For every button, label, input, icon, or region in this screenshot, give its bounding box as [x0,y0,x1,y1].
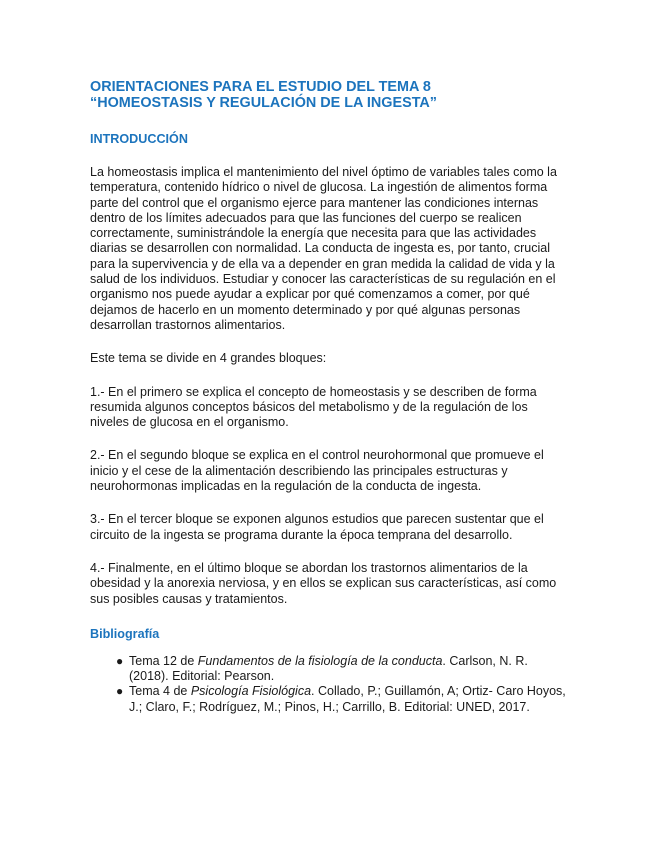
bibliography-heading: Bibliografía [90,626,160,641]
block-2-paragraph: 2.- En el segundo bloque se explica en el control neurohormonal que promueve el inicio y el cese de la alimentación describiendo las principales estructuras y neurohormonas implicadas en la regulación de la conducta de ingesta. [90,448,544,494]
document-page [90,79,568,715]
blocks-intro-paragraph: Este tema se divide en 4 grandes bloques: [90,351,327,366]
bibliography-list [90,654,568,715]
block-1-paragraph: 1.- En el primero se explica el concepto de homeostasis y se describen de forma resumida algunos conceptos básicos del metabolismo y de la regulación de los niveles de glucosa en el organismo. [90,384,537,430]
bibliography-work-title: Fundamentos de la fisiología de la conducta [197,653,443,668]
bibliography-suffix: . Collado, P.; Guillamón, A; Ortiz- Caro Hoyos, J.; Claro, F.; Rodríguez, M.; Pinos, H.; Carrillo, B. Editorial: UNED, 2017. [129,684,566,714]
block-3-paragraph: 3.- En el tercer bloque se exponen algunos estudios que parecen sustentar que el circuito de la ingesta se programa durante la época temprana del desarrollo. [90,512,544,542]
bibliography-item [90,654,568,685]
bullet-icon: ● [116,684,124,699]
document-title-line-2: “HOMEOSTASIS Y REGULACIÓN DE LA INGESTA” [90,95,438,111]
intro-heading: INTRODUCCIÓN [90,132,188,146]
bibliography-suffix: . Carlson, N. R. (2018). Editorial: Pearson. [129,653,528,684]
bibliography-work-title: Psicología Fisiológica [190,684,312,699]
bibliography-prefix: Tema 4 de [129,684,191,699]
block-4-paragraph: 4.- Finalmente, en el último bloque se abordan los trastornos alimentarios de la obesidad y la anorexia nerviosa, y en ellos se explican sus características, así como sus posibles causas y tratamientos. [90,560,557,606]
bullet-icon: ● [116,653,124,668]
document-title-line-1: ORIENTACIONES PARA EL ESTUDIO DEL TEMA 8 [90,79,431,95]
intro-paragraph: La homeostasis implica el mantenimiento del nivel óptimo de variables tales como la temperatura, contenido hídrico o nivel de glucosa. La ingestión de alimentos forma parte del control que el organismo ejerce para mantener las condiciones internas dentro de los límites adecuados para que las funciones del cuerpo se realicen correctamente, suministrándole la energía que necesita para que las actividades diarias se desarrollen con normalidad. La conducta de ingesta es, por tanto, crucial para la supervivencia y de ella va a depender en gran medida la calidad de vida y la salud de los individuos. Estudiar y conocer las características de su regulación en el organismo nos puede ayudar a explicar por qué comenzamos a comer, por qué dejamos de hacerlo en un momento determinado y por qué algunas personas desarrollan trastornos alimentarios. [90,165,557,332]
bibliography-prefix: Tema 12 de [129,653,198,668]
bibliography-item [90,684,568,715]
